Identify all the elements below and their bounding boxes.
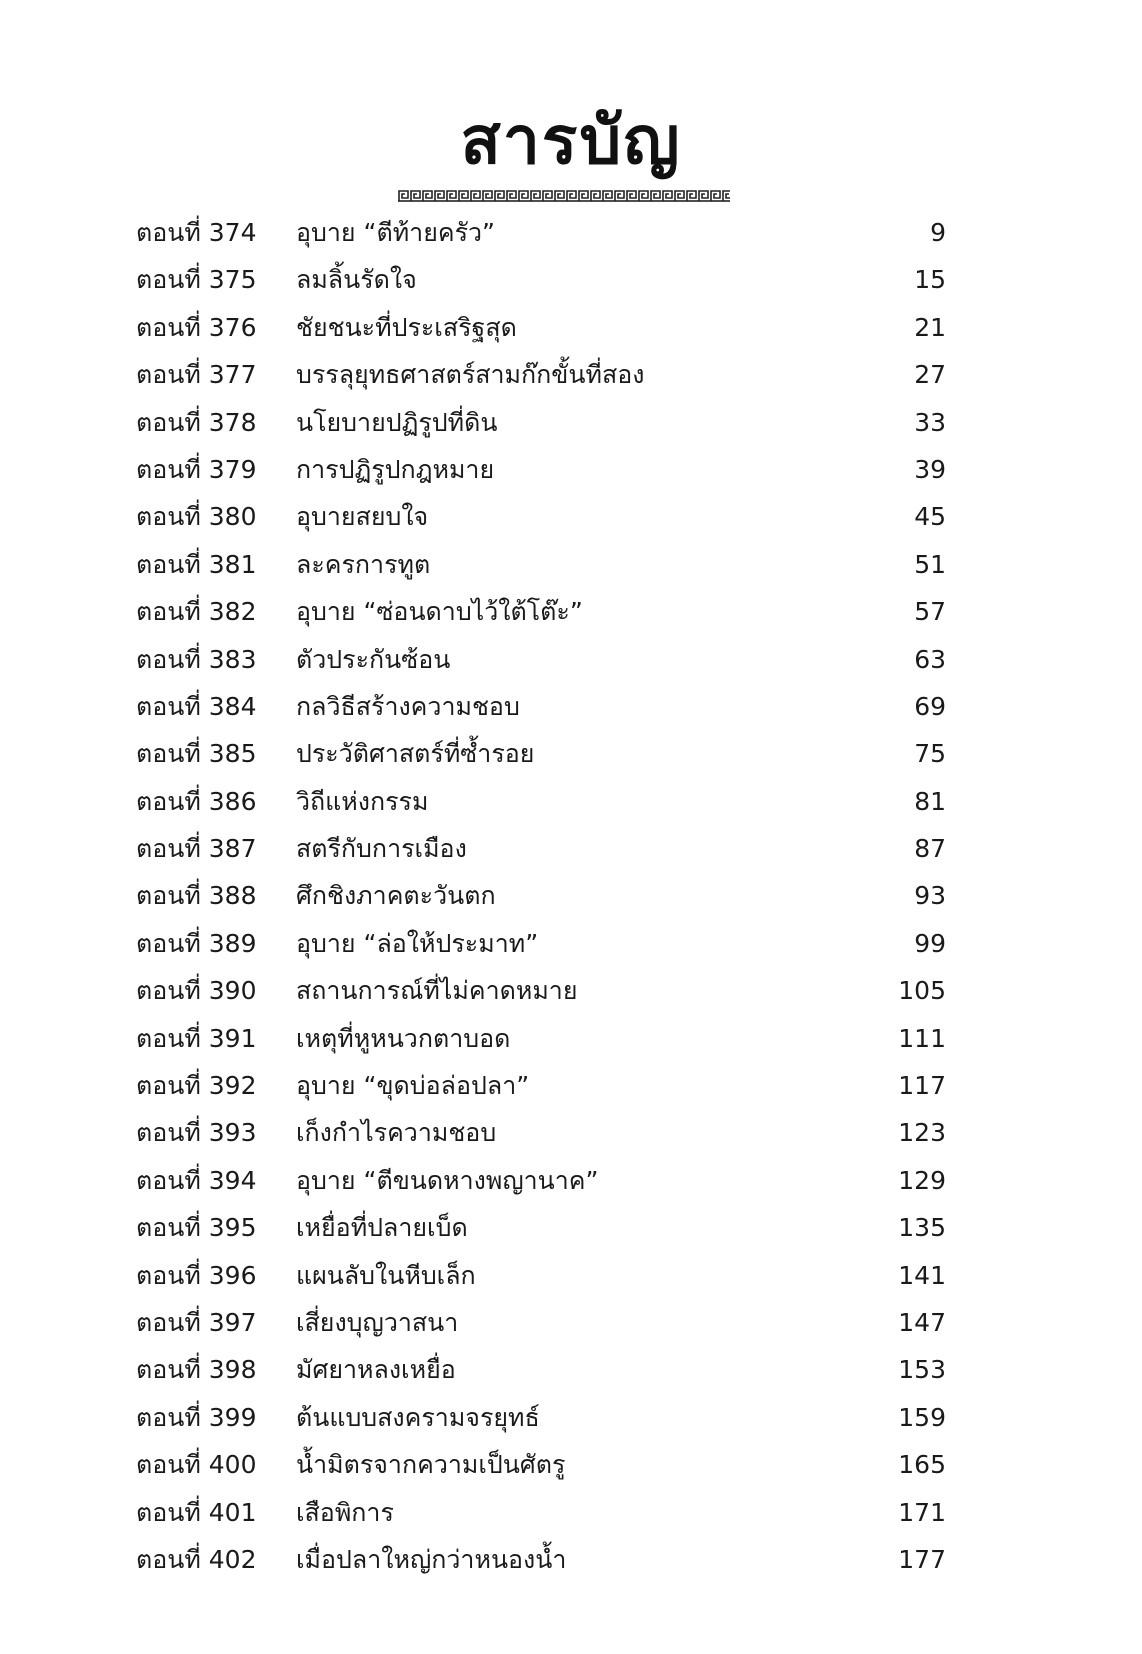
toc-page-number: 27	[914, 360, 946, 390]
toc-chapter-number: ตอนที่ 384	[136, 691, 257, 721]
toc-chapter-number: ตอนที่ 400	[136, 1450, 257, 1480]
toc-chapter-number: ตอนที่ 392	[136, 1071, 257, 1101]
table-of-contents	[136, 209, 946, 1583]
toc-chapter-number: ตอนที่ 374	[136, 218, 257, 247]
toc-entry[interactable]	[136, 1536, 946, 1583]
toc-chapter-number: ตอนที่ 387	[136, 834, 257, 864]
toc-page-number: 165	[898, 1450, 946, 1480]
toc-chapter-title: อุบาย “ตีท้ายครัว”	[296, 218, 496, 247]
toc-chapter-number: ตอนที่ 377	[136, 360, 257, 390]
toc-page-number: 129	[898, 1165, 946, 1195]
toc-chapter-title: กลวิธีสร้างความชอบ	[296, 691, 520, 721]
toc-chapter-title: แผนลับในหีบเล็ก	[296, 1260, 476, 1290]
toc-chapter-title: สถานการณ์ที่ไม่คาดหมาย	[296, 976, 578, 1006]
toc-chapter-title: สตรีกับการเมือง	[296, 834, 467, 864]
toc-page-number: 33	[914, 407, 946, 437]
toc-entry[interactable]	[136, 541, 946, 588]
toc-chapter-number: ตอนที่ 395	[136, 1213, 257, 1243]
toc-entry[interactable]	[136, 920, 946, 967]
toc-chapter-number: ตอนที่ 376	[136, 312, 257, 342]
toc-chapter-number: ตอนที่ 380	[136, 502, 257, 532]
toc-chapter-number: ตอนที่ 399	[136, 1402, 257, 1432]
toc-page-number: 57	[914, 597, 946, 627]
greek-key-border-icon	[398, 190, 730, 202]
toc-chapter-title: อุบาย “ล่อให้ประมาท”	[296, 928, 539, 958]
toc-page-number: 153	[898, 1355, 946, 1385]
toc-chapter-number: ตอนที่ 398	[136, 1355, 257, 1385]
toc-chapter-title: ต้นแบบสงครามจรยุทธ์	[296, 1402, 540, 1432]
toc-page-number: 45	[914, 502, 946, 532]
toc-page-number: 69	[914, 691, 946, 721]
toc-entry[interactable]	[136, 1299, 946, 1346]
toc-page-number: 75	[914, 739, 946, 769]
toc-entry[interactable]	[136, 1157, 946, 1204]
toc-chapter-title: ประวัติศาสตร์ที่ซ้ำรอย	[296, 739, 535, 769]
toc-chapter-number: ตอนที่ 401	[136, 1497, 257, 1527]
toc-chapter-number: ตอนที่ 394	[136, 1165, 257, 1195]
toc-entry[interactable]	[136, 967, 946, 1014]
toc-entry[interactable]	[136, 1015, 946, 1062]
toc-page-number: 117	[898, 1071, 946, 1101]
toc-chapter-number: ตอนที่ 383	[136, 644, 257, 674]
toc-chapter-title: เก็งกำไรความชอบ	[296, 1118, 497, 1148]
toc-chapter-number: ตอนที่ 375	[136, 265, 257, 295]
toc-page-number: 135	[898, 1213, 946, 1243]
toc-page-number: 93	[914, 881, 946, 911]
toc-entry[interactable]	[136, 209, 946, 256]
toc-chapter-title: ตัวประกันซ้อน	[296, 644, 451, 674]
toc-entry[interactable]	[136, 304, 946, 351]
toc-chapter-title: เสือพิการ	[296, 1497, 394, 1527]
toc-chapter-title: ศึกชิงภาคตะวันตก	[296, 881, 496, 911]
toc-page-number: 63	[914, 644, 946, 674]
toc-entry[interactable]	[136, 1489, 946, 1536]
toc-chapter-number: ตอนที่ 389	[136, 928, 257, 958]
toc-chapter-title: เมื่อปลาใหญ่กว่าหนองน้ำ	[296, 1544, 567, 1574]
toc-chapter-title: นโยบายปฏิรูปที่ดิน	[296, 407, 498, 437]
toc-entry[interactable]	[136, 399, 946, 446]
toc-entry[interactable]	[136, 1252, 946, 1299]
toc-chapter-title: เหยื่อที่ปลายเบ็ด	[296, 1213, 468, 1243]
toc-chapter-number: ตอนที่ 397	[136, 1307, 257, 1337]
toc-entry[interactable]	[136, 256, 946, 303]
toc-chapter-title: น้ำมิตรจากความเป็นศัตรู	[296, 1450, 566, 1480]
toc-page-number: 123	[898, 1118, 946, 1148]
toc-chapter-title: อุบาย “ขุดบ่อล่อปลา”	[296, 1071, 530, 1101]
toc-chapter-number: ตอนที่ 379	[136, 454, 257, 484]
toc-chapter-title: อุบายสยบใจ	[296, 502, 429, 532]
toc-entry[interactable]	[136, 778, 946, 825]
toc-chapter-title: ลมลิ้นรัดใจ	[296, 265, 417, 295]
toc-page-number: 105	[898, 976, 946, 1006]
toc-entry[interactable]	[136, 825, 946, 872]
toc-chapter-number: ตอนที่ 378	[136, 407, 257, 437]
toc-entry[interactable]	[136, 872, 946, 919]
page-title: สารบัญ	[460, 102, 682, 180]
toc-page-number: 9	[930, 218, 946, 247]
toc-chapter-title: วิถีแห่งกรรม	[296, 786, 429, 816]
toc-chapter-title: บรรลุยุทธศาสตร์สามก๊กขั้นที่สอง	[296, 360, 645, 390]
toc-entry[interactable]	[136, 493, 946, 540]
toc-page-number: 147	[898, 1307, 946, 1337]
toc-entry[interactable]	[136, 1441, 946, 1488]
toc-chapter-number: ตอนที่ 388	[136, 881, 257, 911]
toc-page-number: 21	[914, 312, 946, 342]
toc-chapter-number: ตอนที่ 396	[136, 1260, 257, 1290]
toc-page-number: 171	[898, 1497, 946, 1527]
toc-entry[interactable]	[136, 683, 946, 730]
toc-entry[interactable]	[136, 588, 946, 635]
toc-chapter-number: ตอนที่ 382	[136, 597, 257, 627]
toc-entry[interactable]	[136, 1394, 946, 1441]
toc-entry[interactable]	[136, 1062, 946, 1109]
toc-page-number: 141	[898, 1260, 946, 1290]
toc-chapter-number: ตอนที่ 391	[136, 1023, 257, 1053]
toc-entry[interactable]	[136, 1109, 946, 1156]
toc-page-number: 39	[914, 454, 946, 484]
toc-chapter-title: อุบาย “ตีขนดหางพญานาค”	[296, 1165, 599, 1195]
toc-chapter-number: ตอนที่ 402	[136, 1544, 257, 1574]
toc-entry[interactable]	[136, 1346, 946, 1393]
toc-entry[interactable]	[136, 730, 946, 777]
toc-entry[interactable]	[136, 636, 946, 683]
toc-page-number: 177	[898, 1544, 946, 1574]
toc-chapter-title: การปฏิรูปกฎหมาย	[296, 454, 495, 484]
toc-chapter-title: อุบาย “ซ่อนดาบไว้ใต้โต๊ะ”	[296, 597, 583, 627]
toc-page-number: 87	[914, 834, 946, 864]
toc-entry[interactable]	[136, 446, 946, 493]
toc-page-number: 111	[898, 1023, 946, 1053]
toc-entry[interactable]	[136, 1204, 946, 1251]
toc-chapter-title: ละครการทูต	[296, 549, 431, 579]
toc-chapter-title: เหตุที่หูหนวกตาบอด	[296, 1023, 511, 1053]
toc-page-number: 81	[914, 786, 946, 816]
toc-page-number: 99	[914, 928, 946, 958]
toc-chapter-title: เสี่ยงบุญวาสนา	[296, 1307, 459, 1337]
toc-chapter-title: ชัยชนะที่ประเสริฐสุด	[296, 312, 517, 342]
toc-chapter-title: มัศยาหลงเหยื่อ	[296, 1355, 456, 1385]
toc-chapter-number: ตอนที่ 385	[136, 739, 257, 769]
toc-chapter-number: ตอนที่ 393	[136, 1118, 257, 1148]
toc-page-number: 51	[914, 549, 946, 579]
toc-entry[interactable]	[136, 351, 946, 398]
toc-chapter-number: ตอนที่ 386	[136, 786, 257, 816]
toc-chapter-number: ตอนที่ 381	[136, 549, 257, 579]
toc-chapter-number: ตอนที่ 390	[136, 976, 257, 1006]
toc-page-number: 159	[898, 1402, 946, 1432]
toc-page-number: 15	[914, 265, 946, 295]
